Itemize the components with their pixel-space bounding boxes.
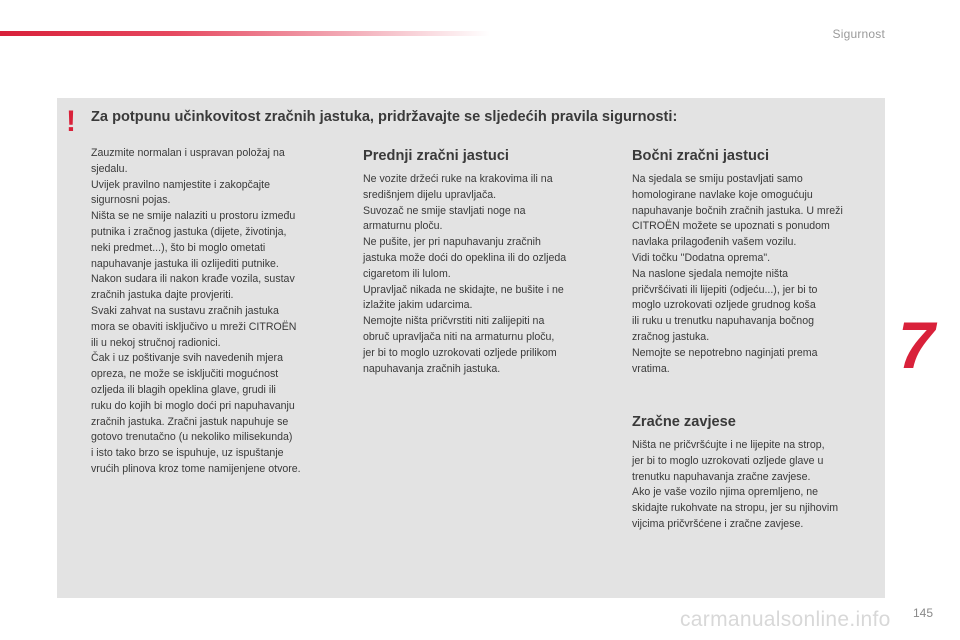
side-airbags-text: Na sjedala se smiju postavljati samo homologirane navlake koje omogućuju napuhavanje bočnih zračnih jastuka. U mreži CITROËN možete se upoznati s ponudom navlaka prilagođenih vašem vozilu. Vidi točku "Dodatna oprema". Na naslone sjedala nemojte ništa pričvršćivati ili lijepiti (odjeću...), jer bi to moglo uzrokovati ozljede grudnog koša ili ruku u trenutku napuhavanja bočnog zračnog jastuka. Nemojte se nepotrebno naginjati prema vratima.	[632, 173, 843, 375]
front-airbags-title: Prednji zračni jastuci	[363, 148, 509, 164]
side-airbags-column	[632, 146, 884, 377]
intro-column	[91, 146, 343, 478]
chapter-number: 7	[898, 308, 935, 382]
front-airbags-column	[363, 146, 613, 377]
header-accent-strip	[0, 31, 490, 36]
watermark: carmanualsonline.info	[680, 608, 891, 631]
front-airbags-text: Ne vozite držeći ruke na krakovima ili na središnjem dijelu upravljača. Suvozač ne smije stavljati noge na armaturnu ploču. Ne pušite, jer pri napuhavanju zračnih jastuka može doći do opeklina ili do ozljeda cigaretom ili lulom. Upravljač nikada ne skidajte, ne bušite i ne izlažite jakim udarcima. Nemojte ništa pričvrstiti niti zalijepiti na obruč upravljača niti na armaturnu ploču, jer bi to moglo uzrokovati ozljede prilikom napuhavanja zračnih jastuka.	[363, 173, 567, 375]
exclamation-icon: !	[66, 105, 76, 138]
page-number: 145	[913, 606, 934, 620]
warning-heading: Za potpunu učinkovitost zračnih jastuka, pridržavajte se sljedećih pravila sigurnosti:	[91, 109, 678, 125]
curtain-airbags-title: Zračne zavjese	[632, 414, 736, 430]
curtain-airbags-block	[632, 412, 884, 533]
side-airbags-title: Bočni zračni jastuci	[632, 148, 770, 164]
intro-text: Zauzmite normalan i uspravan položaj na sjedalu. Uvijek pravilno namjestite i zakopčajte sigurnosni pojas. Ništa se ne smije nalaziti u prostoru između putnika i zračnog jastuka (dijete, životinja, neki predmet...), što bi moglo ometati napuhavanje jastuka ili ozlijediti putnike. Nakon sudara ili nakon krađe vozila, sustav zračnih jastuka dajte provjeriti. Svaki zahvat na sustavu zračnih jastuka mora se obaviti isključivo u mreži CITROËN ili u nekoj stručnoj radionici. Čak i uz poštivanje svih navedenih mjera opreza, ne može se isključiti mogućnost ozljeda ili blagih opeklina glave, grudi ili ruku do kojih bi moglo doći pri napuhavanju zračnih jastuka. Zračni jastuk napuhuje se gotovo trenutačno (u nekoliko milisekunda) i isto tako brzo se ispuhuje, uz ispuštanje vrućih plinova kroz tome namijenjene otvore.	[91, 147, 301, 475]
curtain-airbags-text: Ništa ne pričvršćujte i ne lijepite na strop, jer bi to moglo uzrokovati ozljede glave u trenutku napuhavanja zračne zavjese. Ako je vaše vozilo njima opremljeno, ne skidajte rukohvate na stropu, jer su njihovim vijcima pričvršćene i zračne zavjese.	[632, 439, 839, 530]
section-title: Sigurnost	[832, 27, 885, 41]
